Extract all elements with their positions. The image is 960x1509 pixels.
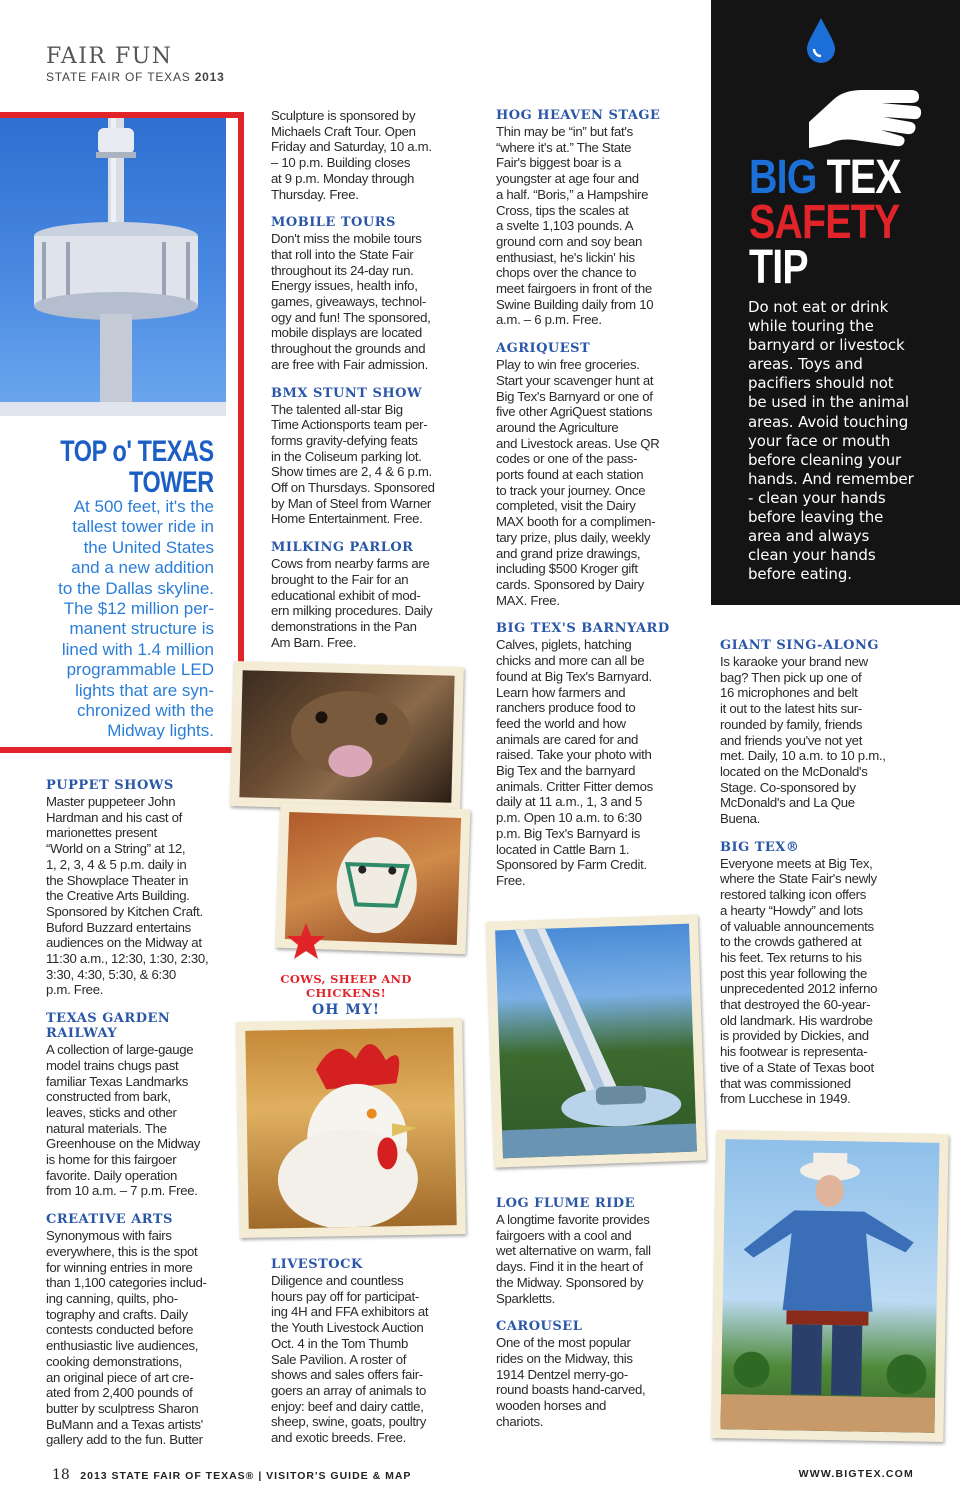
text-line: enjoy: beef and dairy cattle, [271, 1398, 424, 1414]
section-big-tex-barnyard [496, 621, 701, 888]
text-line: 1, 2, 3, 4 & 5 p.m. daily in [46, 856, 187, 872]
section-title: MOBILE TOURS [271, 215, 396, 231]
photo-log-flume [486, 914, 706, 1167]
section-body [496, 124, 701, 328]
text-line: before leaving the [748, 508, 884, 527]
text-line: old landmark. His wardrobe [720, 1012, 873, 1028]
text-line: Thin may be “in” but fat's [496, 124, 633, 139]
text-line: the Youth Livestock Auction [271, 1320, 424, 1336]
text-line: raised. Take your photo with [496, 747, 652, 763]
text-line: Everyone meets at Big Tex, [720, 855, 873, 871]
tower-illustration [0, 118, 232, 416]
text-line: educational exhibit of mod- [271, 587, 421, 603]
text-line: chops over the chance to [496, 265, 637, 281]
footer-website: WWW.BIGTEX.COM [798, 1468, 914, 1480]
section-giant-sing-along [720, 638, 930, 827]
safety-title-line1 [749, 151, 901, 204]
text-line: areas. Avoid touching [748, 412, 909, 431]
text-line: ing canning, quilts, pho- [46, 1290, 178, 1306]
text-line: ated from 2,400 pounds of [46, 1385, 193, 1401]
text-line: everywhere, this is the spot [46, 1243, 198, 1259]
tower-title-line1: TOP o' TEXAS [60, 435, 214, 468]
section-body [271, 108, 471, 202]
big-tex-illustration [720, 1139, 939, 1433]
caption-line2: OH MY! [312, 1002, 380, 1018]
section-agriquest [496, 341, 701, 608]
column-1 [46, 778, 246, 1461]
text-line: Sparkletts. [496, 1290, 555, 1306]
text-line: Free. [496, 872, 526, 888]
text-line: around the Agriculture [496, 419, 619, 435]
text-line: and friends you've not yet [720, 732, 863, 748]
text-line: constructed from bark, [46, 1089, 171, 1105]
text-line: goers an array of animals to [271, 1382, 427, 1398]
text-line: A collection of large-gauge [46, 1042, 194, 1058]
text-line: rounded by family, friends [720, 716, 863, 732]
text-line: tive of a State of Texas boot [720, 1059, 874, 1075]
photo-big-tex [711, 1130, 948, 1442]
text-line: Calves, piglets, hatching [496, 637, 632, 653]
text-line: Am Barn. Free. [271, 634, 357, 650]
text-line: Stage. Co-sponsored by [720, 779, 856, 795]
text-line: favorite. Daily operation [46, 1167, 178, 1183]
text-line: restored talking icon offers [720, 887, 867, 903]
tower-block [0, 112, 244, 753]
text-line: tary prize, plus daily, weekly [496, 529, 651, 545]
tower-title [61, 436, 214, 498]
tower-desc-line: programmable LED [66, 660, 214, 680]
text-line: to the crowds gathered at [720, 934, 862, 950]
text-line: Michaels Craft Tour. Open [271, 123, 416, 139]
text-line: familiar Texas Landmarks [46, 1073, 189, 1089]
text-line: and exotic breeds. Free. [271, 1430, 407, 1446]
text-line: are free with Fair admission. [271, 356, 428, 372]
text-line: be used in the animal [748, 393, 909, 412]
text-line: audiences on the Midway at [46, 935, 202, 951]
section-livestock [271, 1257, 471, 1446]
text-line: animals. Critter Fitter demos [496, 778, 653, 794]
column-3-lower [496, 1196, 701, 1442]
text-line: forms gravity-defying feats [271, 432, 418, 448]
text-line: the Creative Arts Building. [46, 888, 190, 904]
text-line: a hearty “Howdy” and lots [720, 902, 863, 918]
safety-title-line2: SAFETY [749, 196, 900, 249]
text-line: located on the McDonald's [720, 763, 868, 779]
text-line: the Showplace Theater in [46, 872, 189, 888]
text-line: your face or mouth [748, 431, 891, 450]
text-line: natural materials. The [46, 1120, 167, 1136]
text-line: codes or one of the pass- [496, 451, 638, 467]
text-line: five other AgriQuest stations [496, 404, 653, 420]
caption-line1: COWS, SHEEP AND CHICKENS! [280, 972, 412, 1000]
text-line: Buena. [720, 811, 760, 827]
section-body [496, 637, 701, 888]
text-line: his feet. Tex returns to his [720, 949, 862, 965]
tower-desc-line: and a new addition [71, 558, 214, 578]
text-line: Learn how farmers and [496, 684, 626, 700]
text-line: areas. Toys and [748, 355, 863, 374]
text-line: chariots. [496, 1413, 544, 1429]
section-body [46, 794, 246, 998]
column-4 [720, 638, 930, 1120]
tower-description [58, 497, 214, 742]
text-line: met. Daily, 10 a.m. to 10 p.m., [720, 748, 886, 764]
text-line: post this year following the [720, 965, 868, 981]
safety-tip-text [748, 298, 914, 584]
tower-photo [0, 118, 232, 416]
tower-desc-line: lined with 1.4 million [61, 639, 214, 659]
photo-rooster [236, 1018, 466, 1238]
text-line: Thursday. Free. [271, 186, 359, 202]
column-2 [271, 108, 471, 663]
text-line: ogy and fun! The sponsored, [271, 309, 431, 325]
section-log-flume-ride [496, 1196, 701, 1306]
text-line: Master puppeteer John [46, 794, 176, 809]
text-line: - clean your hands [748, 488, 886, 507]
section-title: HOG HEAVEN STAGE [496, 108, 661, 123]
section-texas-garden-railway [46, 1011, 246, 1199]
text-line: it out to the latest hits sur- [720, 701, 862, 717]
text-line: “World on a String” at 12, [46, 841, 186, 857]
text-line: Is karaoke your brand new [720, 654, 868, 669]
text-line: MAX. Free. [496, 592, 560, 608]
text-line: chicks and more can all be [496, 653, 645, 669]
text-line: brought to the Fair for an [271, 571, 409, 587]
section-title: BIG TEX'S BARNYARD [496, 621, 670, 637]
text-line: ern milking procedures. Daily [271, 603, 433, 619]
text-line: ports found at each station [496, 467, 644, 483]
section-title: CREATIVE ARTS [46, 1212, 173, 1228]
text-line: Swine Building daily from 10 [496, 296, 654, 312]
text-line: 11:30 a.m., 12:30, 1:30, 2:30, [46, 951, 209, 967]
text-line: in the Coliseum parking lot. [271, 448, 422, 464]
text-line: mobile displays are located [271, 325, 422, 341]
text-line: clean your hands [748, 546, 876, 565]
text-line: area and always [748, 527, 870, 546]
section-bmx-stunt-show [271, 386, 471, 528]
text-line: – 10 p.m. Building closes [271, 155, 411, 171]
text-line: One of the most popular [496, 1335, 631, 1351]
header-subtitle [46, 70, 225, 84]
safety-tip-title [749, 151, 901, 294]
section-body [271, 402, 471, 528]
text-line: ing 4H and FFA exhibitors at [271, 1304, 429, 1320]
tower-desc-line: tallest tower ride in [72, 517, 214, 537]
text-line: marionettes present [46, 825, 157, 841]
page-header [46, 44, 225, 84]
text-line: hands. And remember [748, 469, 914, 488]
text-line: Buford Buzzard entertains [46, 919, 191, 935]
text-line: rides on the Midway, this [496, 1350, 633, 1366]
text-line: is provided by Dickies, and [720, 1028, 869, 1044]
text-line: bag? Then pick up one of [720, 669, 862, 685]
tower-desc-line: Midway lights. [107, 721, 214, 741]
text-line: Greenhouse on the Midway [46, 1136, 201, 1152]
text-line: from Lucchese in 1949. [720, 1091, 851, 1107]
tower-desc-line: The $12 million per- [63, 599, 214, 619]
section-body [720, 856, 930, 1107]
header-subtitle-year: 2013 [194, 70, 225, 84]
text-line: a svelte 1,103 pounds. A [496, 218, 634, 234]
text-line: by Man of Steel from Warner [271, 495, 431, 511]
page-number: 18 [52, 1467, 70, 1483]
section-title: LOG FLUME RIDE [496, 1196, 635, 1211]
section-title: CAROUSEL [496, 1319, 583, 1335]
text-line: gallery add to the fun. Butter [46, 1432, 203, 1448]
hand-icon [803, 60, 923, 153]
text-line: Cows from nearby farms are [271, 556, 430, 572]
text-line: Diligence and countless [271, 1273, 404, 1288]
text-line: Fair's biggest boar is a [496, 155, 622, 171]
text-line: enthusiast, he's lickin' his [496, 249, 635, 265]
text-line: for winning entries in more [46, 1259, 193, 1275]
text-line: A longtime favorite provides [496, 1212, 650, 1227]
text-line: barnyard or livestock [748, 336, 905, 355]
text-line: Sculpture is sponsored by [271, 108, 416, 123]
footer-guide-text: 2013 STATE FAIR OF TEXAS® | VISITOR'S GUIDE & MAP [80, 1470, 412, 1482]
text-line: cards. Sponsored by Dairy [496, 576, 644, 592]
text-line: feed the world and how [496, 715, 626, 731]
tower-desc-line: the United States [83, 537, 214, 557]
text-line: Friday and Saturday, 10 a.m. [271, 139, 432, 155]
text-line: youngster at age four and [496, 171, 639, 187]
text-line: at 9 p.m. Monday through [271, 170, 415, 186]
text-line: MAX booth for a complimen- [496, 514, 656, 530]
text-line: days. Find it in the heart of [496, 1259, 643, 1275]
rooster-illustration [245, 1027, 456, 1229]
section-body [496, 357, 701, 608]
text-line: throughout the grounds and [271, 341, 426, 357]
text-line: while touring the [748, 317, 874, 336]
text-line: Time Actionsports team per- [271, 417, 428, 433]
section-title: PUPPET SHOWS [46, 778, 174, 793]
text-line: Do not eat or drink [748, 298, 889, 316]
star-icon [286, 922, 326, 962]
text-line: Sponsored by Farm Credit. [496, 857, 647, 873]
section-creative-arts [46, 1212, 246, 1448]
text-line: demonstrations in the Pan [271, 618, 417, 634]
text-line: Sponsored by Kitchen Craft. [46, 903, 203, 919]
text-line: that destroyed the 60-year- [720, 997, 871, 1013]
tower-desc-line: manent structure is [69, 619, 214, 639]
section-hog-heaven-stage [496, 108, 701, 328]
photo-caption [246, 972, 446, 1018]
section-title: BIG TEX® [720, 839, 800, 855]
text-line: and Livestock areas. Use QR [496, 435, 660, 451]
text-line: that roll into the State Fair [271, 246, 414, 262]
text-line: “where it's at.” The State [496, 139, 632, 155]
text-line: located in Cattle Barn 1. [496, 841, 630, 857]
text-line: Energy issues, health info, [271, 278, 418, 294]
header-title: FAIR FUN [46, 44, 173, 69]
section-body [46, 1228, 246, 1448]
text-line: games, giveaways, technol- [271, 294, 426, 310]
text-line: Cross, tips the scales at [496, 202, 629, 218]
column-3 [496, 108, 701, 902]
safety-title-line3: TIP [749, 241, 808, 294]
log-flume-illustration [495, 924, 697, 1159]
section-big-tex [720, 840, 930, 1107]
text-line: ranchers produce food to [496, 700, 636, 716]
text-line: throughout its 24-day run. [271, 262, 414, 278]
text-line: p.m. Big Tex's Barnyard is [496, 825, 640, 841]
section-body [46, 1042, 246, 1199]
text-line: 3:30, 4:30, 5:30, & 6:30 [46, 966, 176, 982]
text-line: 1914 Dentzel merry-go- [496, 1366, 628, 1382]
section-carousel [496, 1319, 701, 1429]
text-line: unprecedented 2012 inferno [720, 981, 878, 997]
cow-illustration [239, 670, 454, 803]
text-line: BuMann and a Texas artists' [46, 1416, 203, 1432]
text-line: butter by sculptress Sharon [46, 1400, 199, 1416]
text-line: cooking demonstrations, [46, 1353, 183, 1369]
section-title: BMX STUNT SHOW [271, 385, 423, 401]
text-line: the Midway. Sponsored by [496, 1274, 644, 1290]
text-line: McDonald's and La Que [720, 795, 855, 811]
tower-desc-line: lights that are syn- [75, 680, 214, 700]
section-title: TEXAS GARDEN RAILWAY [46, 1011, 171, 1042]
text-line: meet fairgoers in front of the [496, 281, 652, 297]
page-footer [52, 1466, 914, 1486]
section-butter-sculpture-cont [271, 108, 471, 202]
text-line: fairgoers with a cool and [496, 1227, 632, 1243]
text-line: sheep, swine, goats, poultry [271, 1414, 427, 1430]
section-milking-parlor [271, 540, 471, 650]
section-title: LIVESTOCK [271, 1257, 363, 1272]
safety-title-big: BIG [749, 151, 817, 204]
text-line: leaves, sticks and other [46, 1104, 177, 1120]
text-line: Hardman and his cast of [46, 809, 183, 825]
photo-cow [230, 661, 464, 812]
text-line: and grand prize drawings, [496, 545, 641, 561]
text-line: 16 microphones and belt [720, 685, 858, 701]
safety-title-tex: TEX [826, 151, 901, 204]
text-line: Sale Pavilion. A roster of [271, 1351, 407, 1367]
text-line: Don't miss the mobile tours [271, 231, 422, 247]
text-line: Show times are 2, 4 & 6 p.m. [271, 464, 432, 480]
tower-desc-line: to the Dallas skyline. [58, 578, 214, 598]
text-line: wet alternative on warm, fall [496, 1243, 651, 1259]
text-line: The talented all-star Big [271, 401, 403, 417]
text-line: is home for this fairgoer [46, 1152, 177, 1168]
section-body [720, 654, 930, 827]
text-line: from 10 a.m. – 7 p.m. Free. [46, 1183, 198, 1199]
text-line: Synonymous with fairs [46, 1228, 172, 1244]
text-line: model trains chugs past [46, 1057, 179, 1073]
text-line: wooden horses and [496, 1398, 607, 1414]
section-mobile-tours [271, 215, 471, 372]
text-line: a half. “Boris,” a Hampshire [496, 186, 649, 202]
text-line: before cleaning your [748, 450, 902, 469]
text-line: Play to win free groceries. [496, 357, 640, 373]
text-line: his footwear is representa- [720, 1044, 868, 1060]
text-line: pacifiers should not [748, 374, 894, 393]
section-title: AGRIQUEST [496, 341, 591, 357]
section-body [271, 1273, 471, 1446]
section-puppet-shows [46, 778, 246, 998]
header-subtitle-prefix: STATE FAIR OF TEXAS [46, 70, 191, 84]
section-body [496, 1212, 701, 1306]
text-line: where the State Fair's newly [720, 871, 877, 887]
text-line: that was commissioned [720, 1075, 851, 1091]
text-line: daily at 11 a.m., 1, 3 and 5 [496, 794, 643, 810]
text-line: Big Tex and the barnyard [496, 763, 636, 779]
text-line: ground corn and soy bean [496, 233, 643, 249]
tower-desc-line: At 500 feet, it's the [73, 497, 214, 516]
section-title: GIANT SING-ALONG [720, 638, 879, 653]
text-line: round boasts hand-carved, [496, 1382, 646, 1398]
text-line: of valuable announcements [720, 918, 874, 934]
text-line: tography and crafts. Daily [46, 1306, 188, 1322]
section-body [271, 556, 471, 650]
text-line: enthusiastic live audiences, [46, 1338, 199, 1354]
text-line: Start your scavenger hunt at [496, 372, 654, 388]
text-line: found at Big Tex's Barnyard. [496, 668, 652, 684]
text-line: hours pay off for participat- [271, 1288, 419, 1304]
text-line: Big Tex's Barnyard or one of [496, 388, 653, 404]
text-line: Off on Thursdays. Sponsored [271, 480, 435, 496]
text-line: Home Entertainment. Free. [271, 511, 423, 527]
text-line: including $500 Kroger gift [496, 561, 638, 577]
section-title: MILKING PARLOR [271, 540, 414, 556]
text-line: to track your journey. Once [496, 482, 646, 498]
text-line: p.m. Free. [46, 982, 104, 998]
tower-desc-line: chronized with the [76, 701, 214, 721]
text-line: an original piece of art cre- [46, 1369, 194, 1385]
text-line: Oct. 4 in the Tom Thumb [271, 1335, 409, 1351]
text-line: than 1,100 categories includ- [46, 1275, 207, 1291]
text-line: p.m. Open 10 a.m. to 6:30 [496, 810, 642, 826]
tower-title-line2: TOWER [129, 466, 214, 499]
text-line: before eating. [748, 565, 852, 584]
section-body [496, 1335, 701, 1429]
section-body [271, 231, 471, 372]
text-line: contests conducted before [46, 1322, 194, 1338]
text-line: animals are cared for and [496, 731, 639, 747]
safety-tip-box [711, 0, 960, 605]
text-line: shows and sales offers fair- [271, 1367, 423, 1383]
text-line: completed, visit the Dairy [496, 498, 636, 514]
text-line: a.m. – 6 p.m. Free. [496, 312, 602, 328]
